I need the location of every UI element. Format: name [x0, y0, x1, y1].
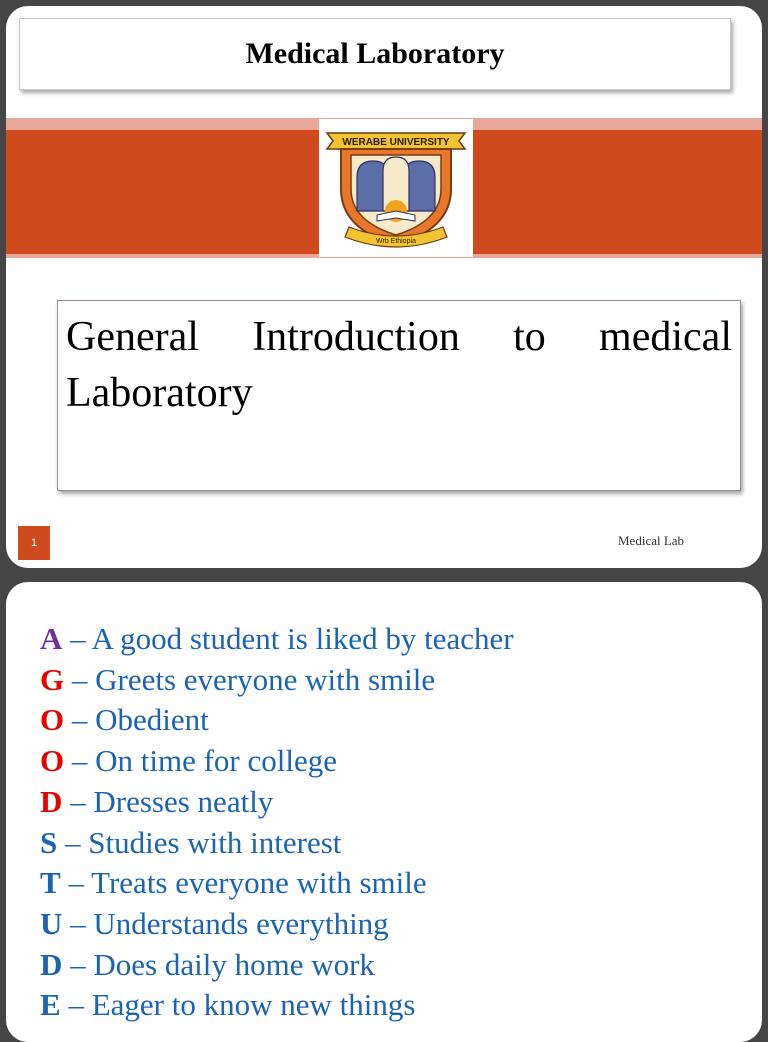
- university-logo: [319, 119, 473, 257]
- slide-title: Medical Laboratory: [19, 18, 731, 90]
- logo-caption-bottom: Wrb Ethiopia: [376, 238, 416, 245]
- list-item: [40, 823, 514, 864]
- list-item-text: – Eager to know new things: [68, 987, 416, 1023]
- list-item-letter: G: [40, 661, 65, 697]
- list-item-letter: D: [40, 783, 63, 819]
- list-item: [40, 700, 514, 741]
- list-item-text: – Understands everything: [70, 905, 389, 941]
- list-item-letter: D: [40, 946, 63, 982]
- list-item-letter: U: [40, 905, 63, 941]
- list-item-text: – Treats everyone with smile: [68, 865, 427, 901]
- list-item-text: – A good student is liked by teacher: [70, 621, 514, 656]
- slide-subtitle: General Introduction to medical Laboratory: [66, 314, 732, 416]
- slide-2: [6, 582, 762, 1042]
- crest-icon: [319, 119, 473, 257]
- subtitle-box: [57, 300, 741, 491]
- list-item: [40, 985, 514, 1026]
- slide-footer: Medical Lab: [618, 533, 685, 548]
- list-item: [40, 782, 514, 823]
- list-item-letter: A: [40, 621, 63, 656]
- list-item-text: – Obedient: [71, 702, 209, 738]
- list-item-letter: S: [40, 824, 58, 860]
- list-item-text: – Does daily home work: [70, 946, 375, 982]
- list-item-letter: O: [40, 702, 65, 738]
- list-item-letter: E: [40, 987, 61, 1023]
- list-item: [40, 741, 514, 782]
- list-item-text: – Dresses neatly: [70, 783, 274, 819]
- list-item-letter: T: [40, 865, 61, 901]
- list-item: [40, 904, 514, 945]
- list-item: [40, 945, 514, 986]
- list-item: [40, 619, 514, 660]
- list-item-text: – On time for college: [71, 743, 338, 779]
- logo-caption-top: WERABE UNIVERSITY: [342, 137, 450, 148]
- list-item-text: – Studies with interest: [65, 824, 342, 860]
- list-item-text: – Greets everyone with smile: [71, 661, 436, 697]
- slide-1: [6, 6, 762, 568]
- list-item-letter: O: [40, 743, 65, 779]
- page-number-badge: 1: [18, 526, 50, 560]
- list-item: [40, 863, 514, 904]
- list-item: [40, 660, 514, 701]
- agoodstudent-list: [40, 619, 514, 1026]
